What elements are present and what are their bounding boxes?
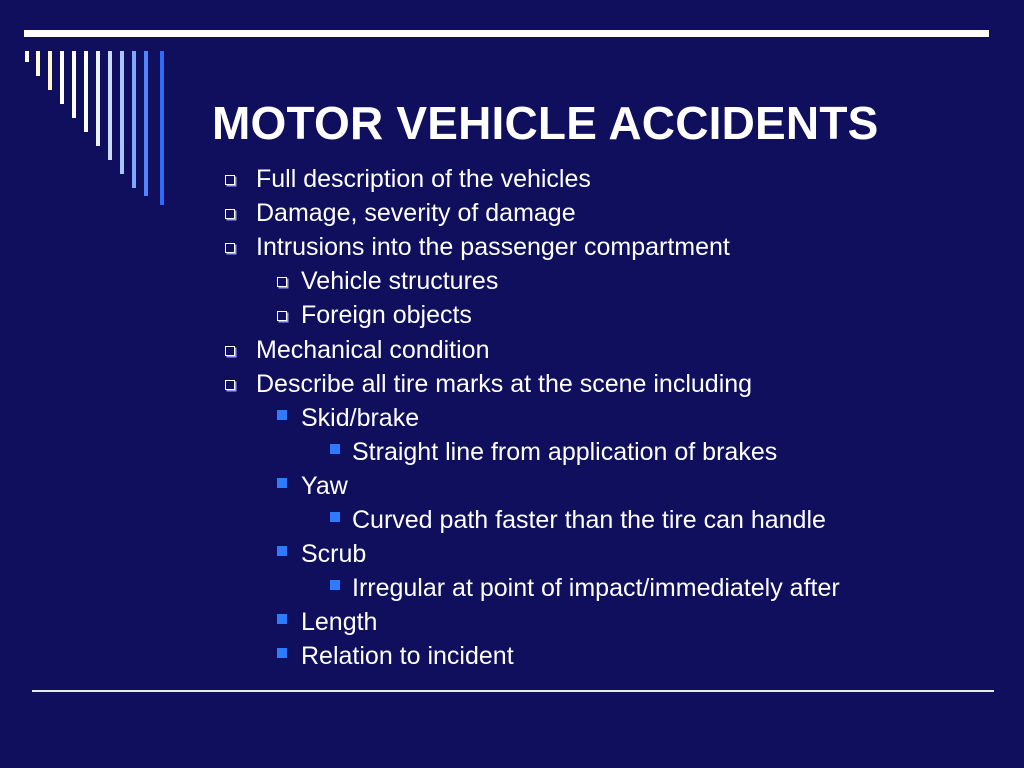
bullet-item bbox=[301, 605, 377, 639]
solid-square-icon bbox=[277, 614, 287, 624]
bullet-text: Relation to incident bbox=[301, 642, 514, 671]
bullet-text: Skid/brake bbox=[301, 403, 420, 432]
bullet-item bbox=[301, 401, 419, 435]
bullet-text: Foreign objects bbox=[301, 301, 472, 330]
bullet-item bbox=[256, 230, 730, 264]
bullet-item bbox=[256, 333, 489, 367]
bullet-text: Scrub bbox=[301, 540, 367, 569]
solid-square-icon bbox=[277, 478, 287, 488]
hollow-square-icon bbox=[225, 346, 235, 356]
decorative-stripe bbox=[120, 51, 124, 174]
bullet-item bbox=[301, 264, 498, 298]
solid-square-icon bbox=[277, 546, 287, 556]
solid-square-icon bbox=[330, 580, 340, 590]
bullet-text: Vehicle structures bbox=[301, 267, 499, 296]
hollow-square-icon bbox=[277, 277, 287, 287]
bullet-item bbox=[256, 367, 752, 401]
solid-square-icon bbox=[330, 444, 340, 454]
bottom-rule bbox=[32, 690, 994, 692]
hollow-square-icon bbox=[225, 209, 235, 219]
bullet-item bbox=[256, 162, 591, 196]
bullet-item bbox=[352, 435, 777, 469]
bullet-text: Straight line from application of brakes bbox=[352, 437, 778, 466]
bullet-item bbox=[256, 196, 576, 230]
decorative-stripe bbox=[160, 51, 164, 205]
bullet-text: Mechanical condition bbox=[256, 335, 490, 364]
bullet-item bbox=[352, 503, 826, 537]
bullet-text: Irregular at point of impact/immediately after bbox=[352, 574, 840, 603]
bullet-item bbox=[301, 537, 366, 571]
bullet-text: Yaw bbox=[301, 471, 348, 500]
solid-square-icon bbox=[277, 648, 287, 658]
bullet-text: Full description of the vehicles bbox=[256, 165, 591, 193]
decorative-stripe bbox=[132, 51, 136, 188]
decorative-stripe bbox=[108, 51, 112, 160]
hollow-square-icon bbox=[225, 175, 235, 185]
hollow-square-icon bbox=[225, 243, 235, 253]
decorative-stripe bbox=[25, 51, 29, 62]
decorative-stripe bbox=[84, 51, 88, 132]
bullet-text: Damage, severity of damage bbox=[256, 199, 576, 228]
top-rule bbox=[24, 30, 989, 37]
hollow-square-icon bbox=[225, 380, 235, 390]
bullet-text: Intrusions into the passenger compartment bbox=[256, 233, 730, 262]
hollow-square-icon bbox=[277, 311, 287, 321]
bullet-text: Length bbox=[301, 608, 378, 637]
bullet-item bbox=[301, 639, 514, 673]
decorative-stripe bbox=[144, 51, 148, 196]
decorative-stripe bbox=[60, 51, 64, 104]
bullet-item bbox=[301, 469, 348, 503]
solid-square-icon bbox=[330, 512, 340, 522]
solid-square-icon bbox=[277, 410, 287, 420]
decorative-stripe bbox=[36, 51, 40, 76]
decorative-stripe bbox=[96, 51, 100, 146]
bullet-item bbox=[352, 571, 840, 605]
bullet-item bbox=[301, 298, 472, 332]
decorative-stripe bbox=[48, 51, 52, 90]
decorative-stripe bbox=[72, 51, 76, 118]
bullet-text: Curved path faster than the tire can handle bbox=[352, 506, 826, 534]
bullet-text: Describe all tire marks at the scene including bbox=[256, 369, 753, 398]
slide-title: MOTOR VEHICLE ACCIDENTS bbox=[212, 97, 879, 149]
